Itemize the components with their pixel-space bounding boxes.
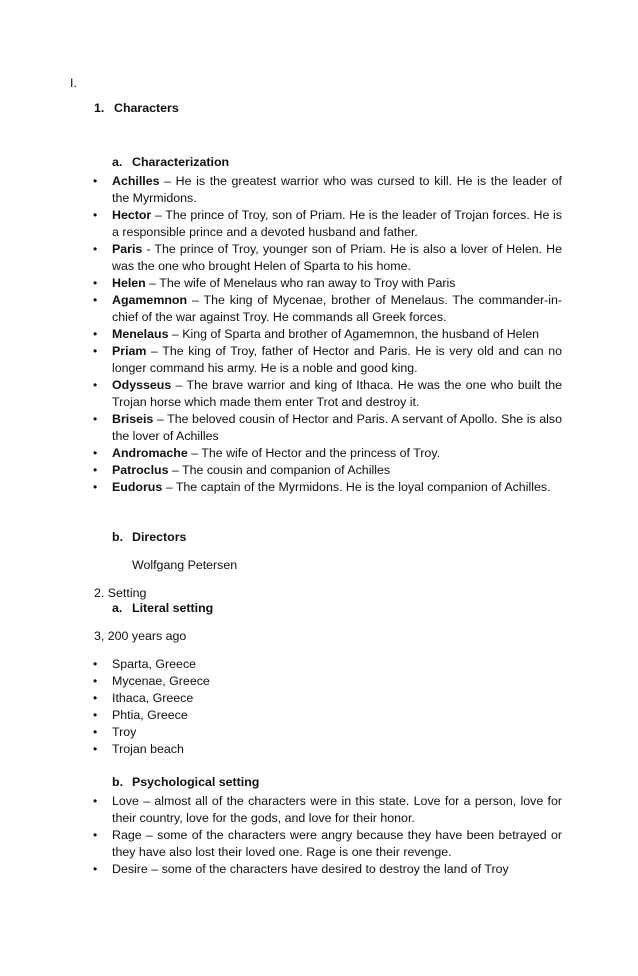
- bullet-icon: •: [93, 708, 98, 722]
- section-marker: I.: [70, 76, 77, 90]
- character-desc: – The brave warrior and king of Ithaca. He was the one who built the Trojan horse which made them enter Trot and destroy it.: [112, 378, 562, 409]
- characterization-heading: [112, 155, 229, 169]
- bullet-icon: •: [93, 657, 98, 671]
- psychological-text: Rage – some of the characters were angry because they have been betrayed or they have also lost their loved one. Rage is one their revenge.: [112, 828, 562, 859]
- psychological-text: Desire – some of the characters have desired to destroy the land of Troy: [112, 862, 509, 876]
- character-name: Andromache: [112, 446, 188, 460]
- character-item: [0, 411, 562, 445]
- character-desc: – The cousin and companion of Achilles: [168, 463, 391, 477]
- character-desc: – The beloved cousin of Hector and Paris. A servant of Apollo. She is also the lover of Achilles: [112, 412, 562, 443]
- psychological-setting-title: Psychological setting: [132, 775, 260, 789]
- bullet-icon: •: [93, 344, 98, 358]
- character-item: [0, 241, 562, 275]
- place-name: Phtia, Greece: [112, 708, 188, 722]
- character-desc: – He is the greatest warrior who was cursed to kill. He is the leader of the Myrmidons.: [112, 174, 562, 205]
- bullet-icon: •: [93, 463, 98, 477]
- place-name: Trojan beach: [112, 742, 184, 756]
- character-desc: – The king of Troy, father of Hector and Paris. He is very old and can no longer command his army. He is a noble and good king.: [112, 344, 562, 375]
- characterization-letter: a.: [112, 155, 123, 169]
- place-item: [0, 724, 562, 741]
- character-desc: – The wife of Hector and the princess of Troy.: [187, 446, 441, 460]
- bullet-icon: •: [93, 174, 98, 188]
- character-item: [0, 173, 562, 207]
- bullet-icon: •: [93, 276, 98, 290]
- character-desc: – The captain of the Myrmidons. He is the loyal companion of Achilles.: [162, 480, 551, 494]
- character-item: [0, 462, 562, 479]
- characters-title: Characters: [114, 101, 179, 115]
- psychological-item: [0, 861, 562, 878]
- characterization-title: Characterization: [132, 155, 230, 169]
- place-name: Troy: [112, 725, 137, 739]
- bullet-icon: •: [93, 742, 98, 756]
- psychological-item: [0, 827, 562, 861]
- psychological-list: [0, 793, 638, 878]
- literal-setting-heading: [112, 601, 213, 615]
- psychological-setting-heading: [112, 775, 259, 789]
- director-name: Wolfgang Petersen: [132, 558, 238, 572]
- character-desc: - The prince of Troy, younger son of Priam. He is also a lover of Helen. He was the one who brought Helen of Sparta to his home.: [112, 242, 562, 273]
- place-item: [0, 690, 562, 707]
- bullet-icon: •: [93, 242, 98, 256]
- character-desc: – King of Sparta and brother of Agamemnon, the husband of Helen: [168, 327, 540, 341]
- bullet-icon: •: [93, 378, 98, 392]
- directors-title: Directors: [132, 530, 187, 544]
- place-item: [0, 741, 562, 758]
- bullet-icon: •: [93, 691, 98, 705]
- character-name: Achilles: [112, 174, 160, 188]
- character-name: Eudorus: [112, 480, 163, 494]
- psychological-text: Love – almost all of the characters were in this state. Love for a person, love for their country, love for the gods, and love for their honor.: [112, 794, 562, 825]
- place-list: [0, 656, 638, 758]
- character-item: [0, 292, 562, 326]
- character-name: Patroclus: [112, 463, 169, 477]
- bullet-icon: •: [93, 446, 98, 460]
- bullet-icon: •: [93, 674, 98, 688]
- character-item: [0, 479, 562, 496]
- place-item: [0, 656, 562, 673]
- bullet-icon: •: [93, 293, 98, 307]
- bullet-icon: •: [93, 828, 98, 842]
- place-name: Mycenae, Greece: [112, 674, 210, 688]
- character-item: [0, 275, 562, 292]
- character-name: Helen: [112, 276, 146, 290]
- character-name: Priam: [112, 344, 147, 358]
- literal-setting-title: Literal setting: [132, 601, 214, 615]
- bullet-icon: •: [93, 208, 98, 222]
- character-item: [0, 207, 562, 241]
- character-name: Paris: [112, 242, 143, 256]
- character-item: [0, 343, 562, 377]
- psychological-item: [0, 793, 562, 827]
- bullet-icon: •: [93, 794, 98, 808]
- characters-number: 1.: [94, 101, 105, 115]
- character-desc: – The wife of Menelaus who ran away to Troy with Paris: [145, 276, 456, 290]
- directors-heading: [112, 530, 186, 544]
- bullet-icon: •: [93, 327, 98, 341]
- character-item: [0, 326, 562, 343]
- place-item: [0, 707, 562, 724]
- characters-heading: [94, 101, 179, 115]
- directors-letter: b.: [112, 530, 124, 544]
- place-name: Sparta, Greece: [112, 657, 197, 671]
- character-name: Menelaus: [112, 327, 169, 341]
- character-list: [0, 173, 638, 496]
- character-name: Hector: [112, 208, 152, 222]
- character-desc: – The king of Mycenae, brother of Menelaus. The commander-in-chief of the war against Troy. He commands all Greek forces.: [112, 293, 562, 324]
- bullet-icon: •: [93, 480, 98, 494]
- character-name: Briseis: [112, 412, 154, 426]
- character-item: [0, 445, 562, 462]
- place-item: [0, 673, 562, 690]
- character-item: [0, 377, 562, 411]
- setting-heading: 2. Setting: [94, 586, 147, 600]
- place-name: Ithaca, Greece: [112, 691, 194, 705]
- character-name: Odysseus: [112, 378, 172, 392]
- bullet-icon: •: [93, 725, 98, 739]
- literal-setting-letter: a.: [112, 601, 123, 615]
- bullet-icon: •: [93, 412, 98, 426]
- character-desc: – The prince of Troy, son of Priam. He is the leader of Trojan forces. He is a responsible prince and a devoted husband and father.: [112, 208, 562, 239]
- bullet-icon: •: [93, 862, 98, 876]
- time-setting: 3, 200 years ago: [94, 629, 187, 643]
- character-name: Agamemnon: [112, 293, 188, 307]
- psychological-setting-letter: b.: [112, 775, 124, 789]
